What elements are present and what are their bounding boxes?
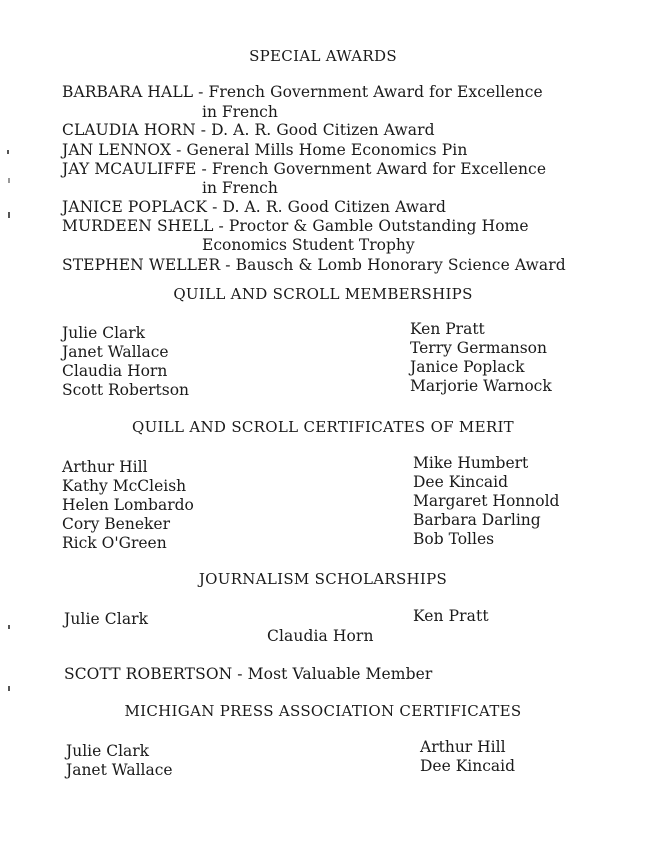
award-entry: MURDEEN SHELL - Proctor & Gamble Outstanding Home (62, 217, 529, 235)
michigan-left-list (66, 742, 173, 780)
recipient-name: Janet Wallace (66, 761, 173, 779)
quill-memberships-heading: QUILL AND SCROLL MEMBERSHIPS (173, 285, 473, 303)
award-entry: JAY MCAULIFFE - French Government Award for Excellence (62, 160, 547, 178)
recipient-name: Dee Kincaid (420, 757, 516, 775)
award-entry-continuation: Economics Student Trophy (202, 236, 415, 254)
scan-speck (8, 625, 10, 629)
member-name: Marjorie Warnock (410, 377, 552, 395)
most-valuable-member-line: SCOTT ROBERTSON - Most Valuable Member (64, 665, 433, 683)
scholarship-name: Ken Pratt (413, 607, 489, 625)
recipient-name: Rick O'Green (62, 534, 167, 552)
recipient-name: Julie Clark (66, 742, 150, 760)
recipient-name: Dee Kincaid (413, 473, 509, 491)
quill-memberships-right-list (410, 320, 552, 396)
special-awards-heading: SPECIAL AWARDS (249, 47, 397, 65)
recipient-name: Helen Lombardo (62, 496, 194, 514)
quill-certificates-left-list (62, 458, 194, 553)
scan-speck (8, 686, 10, 691)
member-name: Claudia Horn (62, 362, 168, 380)
member-name: Julie Clark (62, 324, 146, 342)
recipient-name: Mike Humbert (413, 454, 529, 472)
scan-speck (8, 212, 10, 218)
member-name: Ken Pratt (410, 320, 485, 338)
quill-certificates-heading: QUILL AND SCROLL CERTIFICATES OF MERIT (132, 418, 514, 436)
quill-certificates-right-list (413, 454, 559, 549)
member-name: Terry Germanson (410, 339, 547, 357)
scholarship-name: Julie Clark (64, 610, 149, 628)
recipient-name: Arthur Hill (62, 458, 148, 476)
recipient-name: Cory Beneker (62, 515, 170, 533)
scan-speck (8, 178, 10, 183)
recipient-name: Arthur Hill (420, 738, 506, 756)
recipient-name: Kathy McCleish (62, 477, 187, 495)
award-entry: CLAUDIA HORN - D. A. R. Good Citizen Award (62, 121, 435, 139)
award-entry: STEPHEN WELLER - Bausch & Lomb Honorary Science Award (62, 256, 566, 274)
journalism-heading: JOURNALISM SCHOLARSHIPS (198, 570, 448, 588)
member-name: Janet Wallace (62, 343, 169, 361)
quill-memberships-left-list (62, 324, 189, 400)
recipient-name: Margaret Honnold (413, 492, 560, 510)
recipient-name: Bob Tolles (413, 530, 495, 548)
michigan-right-list (420, 738, 515, 776)
member-name: Janice Poplack (410, 358, 525, 376)
member-name: Scott Robertson (62, 381, 190, 399)
scholarship-name: Claudia Horn (267, 627, 374, 645)
recipient-name: Barbara Darling (413, 511, 541, 529)
award-entry: JAN LENNOX - General Mills Home Economics Pin (62, 141, 468, 159)
award-entry-continuation: in French (202, 179, 278, 197)
michigan-press-heading: MICHIGAN PRESS ASSOCIATION CERTIFICATES (124, 702, 522, 720)
scan-speck (7, 150, 9, 154)
award-entry: BARBARA HALL - French Government Award for Excellence (62, 83, 543, 101)
award-entry-continuation: in French (202, 103, 278, 121)
award-entry: JANICE POPLACK - D. A. R. Good Citizen Award (62, 198, 446, 216)
